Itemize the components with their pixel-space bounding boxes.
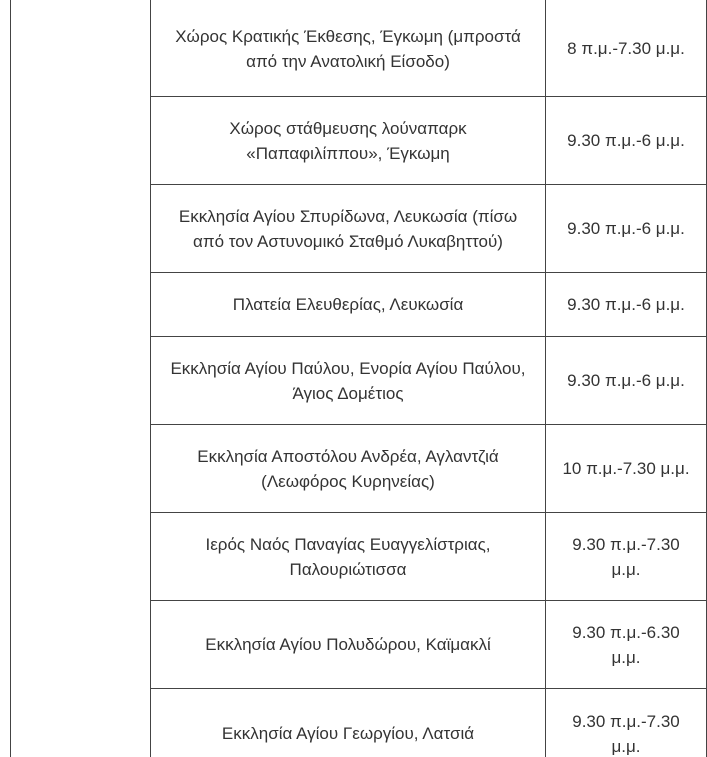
schedule-table [10,0,707,757]
merged-region-cell [11,0,151,757]
location-cell: Εκκλησία Αγίου Γεωργίου, Λατσιά [151,689,546,757]
hours-cell: 9.30 π.μ.-6 μ.μ. [546,97,707,185]
location-cell: Εκκλησία Αγίου Πολυδώρου, Καϊμακλί [151,601,546,689]
location-cell: Χώρος Κρατικής Έκθεσης, Έγκωμη (μπροστά από την Ανατολική Είσοδο) [151,0,546,97]
hours-cell: 9.30 π.μ.-6 μ.μ. [546,337,707,425]
hours-cell: 10 π.μ.-7.30 μ.μ. [546,425,707,513]
table-row [11,0,707,97]
hours-cell: 9.30 π.μ.-6 μ.μ. [546,185,707,273]
hours-cell: 8 π.μ.-7.30 μ.μ. [546,0,707,97]
hours-cell: 9.30 π.μ.-7.30 μ.μ. [546,513,707,601]
location-cell: Εκκλησία Αγίου Σπυρίδωνα, Λευκωσία (πίσω από τον Αστυνομικό Σταθμό Λυκαβηττού) [151,185,546,273]
hours-cell: 9.30 π.μ.-6 μ.μ. [546,273,707,337]
location-cell: Χώρος στάθμευσης λούναπαρκ «Παπαφιλίππου», Έγκωμη [151,97,546,185]
location-cell: Εκκλησία Αποστόλου Ανδρέα, Αγλαντζιά (Λεωφόρος Κυρηνείας) [151,425,546,513]
hours-cell: 9.30 π.μ.-6.30 μ.μ. [546,601,707,689]
hours-cell: 9.30 π.μ.-7.30 μ.μ. [546,689,707,757]
location-cell: Πλατεία Ελευθερίας, Λευκωσία [151,273,546,337]
location-cell: Εκκλησία Αγίου Παύλου, Ενορία Αγίου Παύλου, Άγιος Δομέτιος [151,337,546,425]
location-cell: Ιερός Ναός Παναγίας Ευαγγελίστριας, Παλουριώτισσα [151,513,546,601]
